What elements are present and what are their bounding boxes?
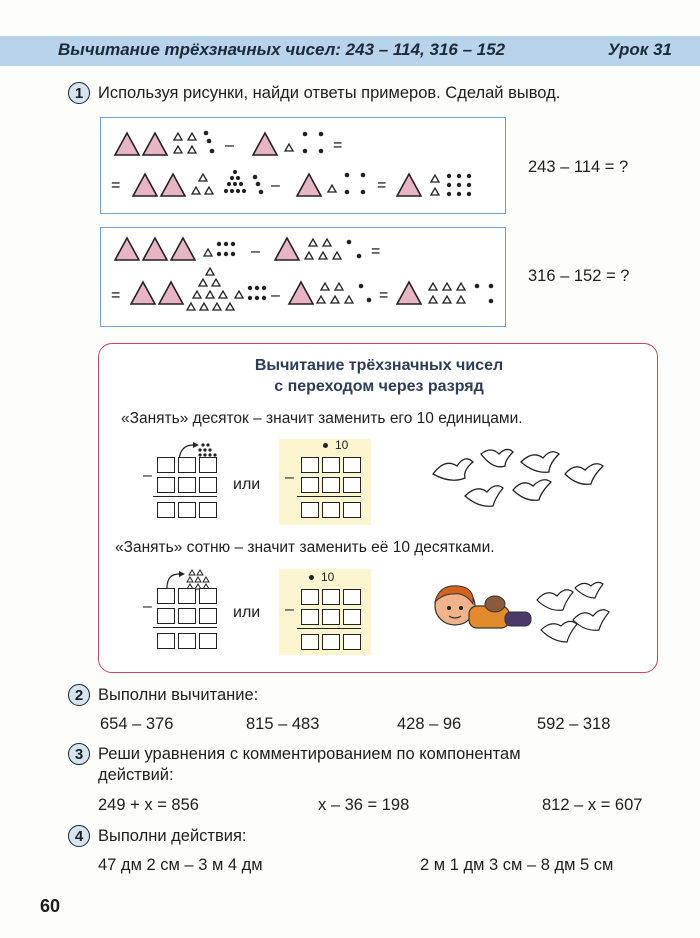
example-1: 654 – 376 [100, 715, 174, 733]
borrow-ten-diagram-right [279, 439, 371, 525]
or-label-2: или [233, 604, 261, 621]
picture-316-152 [101, 228, 505, 326]
cells-row-top [301, 457, 361, 473]
boy-with-doves-illustration [425, 580, 615, 650]
svg-text:–: – [271, 287, 280, 304]
minus-sign: – [143, 598, 152, 615]
minus-sign: – [285, 601, 294, 618]
task-2-text: Выполни вычитание: [98, 686, 259, 704]
result-line [153, 627, 217, 628]
task-4-text: Выполни действия: [98, 827, 247, 845]
example-4: 592 – 318 [537, 715, 611, 733]
rule-box [98, 343, 658, 673]
cells-row-middle [301, 609, 361, 625]
task-number-3: 3 [68, 743, 90, 765]
minus-sign: – [143, 467, 152, 484]
equation-2: x – 36 = 198 [318, 796, 410, 814]
svg-text:=: = [111, 177, 121, 194]
rule-title-line-1: Вычитание трёхзначных чисел [254, 357, 504, 374]
ten-label: 10 [335, 438, 349, 452]
cells-row-top [301, 589, 361, 605]
svg-text:–: – [271, 177, 280, 194]
equation-1: 249 + x = 856 [98, 796, 199, 814]
example-3: 428 – 96 [397, 715, 462, 733]
doves-illustration [425, 444, 611, 516]
task-3-text-line-2: действий: [98, 766, 174, 784]
expression-2: 2 м 1 дм 3 см – 8 дм 5 см [420, 856, 614, 874]
lesson-title: Вычитание трёхзначных чисел: 243 – 114, 316 – 152 [58, 40, 506, 59]
triangles-arrow-icon [157, 566, 217, 590]
cells-row-result [157, 502, 217, 518]
svg-text:=: = [371, 243, 381, 260]
task-1-text: Используя рисунки, найди ответы примеров. Сделай вывод. [98, 84, 561, 102]
result-line [297, 496, 361, 497]
page-number: 60 [40, 896, 61, 916]
dot-marker [309, 575, 314, 580]
cells-row-result [301, 502, 361, 518]
task-3-text-line-1: Реши уравнения с комментированием по компонентам [98, 745, 521, 763]
borrow-ten-diagram-left [143, 439, 223, 523]
svg-text:=: = [111, 287, 121, 304]
rule-title-line-2: с переходом через разряд [274, 378, 484, 395]
rule-borrow-ten: «Занять» десяток – значит заменить его 10 единицами. [121, 410, 523, 427]
picture-243-114 [101, 118, 505, 213]
minus-sign: – [285, 469, 294, 486]
task-number-4: 4 [68, 825, 90, 847]
cells-row-middle [301, 477, 361, 493]
result-line [297, 628, 361, 629]
expression-1: 47 дм 2 см – 3 м 4 дм [98, 856, 263, 874]
equation-243-114: 243 – 114 = ? [528, 158, 629, 176]
cells-row-middle [157, 608, 217, 624]
svg-text:=: = [377, 177, 387, 194]
example-2: 815 – 483 [246, 715, 320, 733]
borrow-hundred-diagram-right [279, 569, 371, 655]
picture-box-2 [100, 227, 506, 327]
cells-row-top [157, 588, 217, 604]
or-label-1: или [233, 476, 261, 493]
dot-marker [323, 443, 328, 448]
borrow-hundred-diagram-left [143, 566, 223, 652]
svg-text:=: = [379, 287, 389, 304]
lesson-number: Урок 31 [607, 40, 672, 59]
picture-box-1 [100, 117, 506, 214]
rule-borrow-hundred: «Занять» сотню – значит заменить её 10 десятками. [115, 539, 495, 556]
cells-row-result [157, 633, 217, 649]
equation-316-152: 316 – 152 = ? [528, 267, 630, 285]
ten-label: 10 [321, 570, 335, 584]
equation-3: 812 – x = 607 [542, 796, 643, 814]
svg-text:–: – [251, 243, 260, 260]
cells-row-top [157, 457, 217, 473]
task-number-2: 2 [68, 684, 90, 706]
lesson-header [0, 36, 700, 66]
task-number-1: 1 [68, 82, 90, 104]
cells-row-result [301, 634, 361, 650]
svg-text:–: – [225, 137, 234, 154]
result-line [153, 496, 217, 497]
svg-text:=: = [333, 137, 343, 154]
cells-row-middle [157, 477, 217, 493]
